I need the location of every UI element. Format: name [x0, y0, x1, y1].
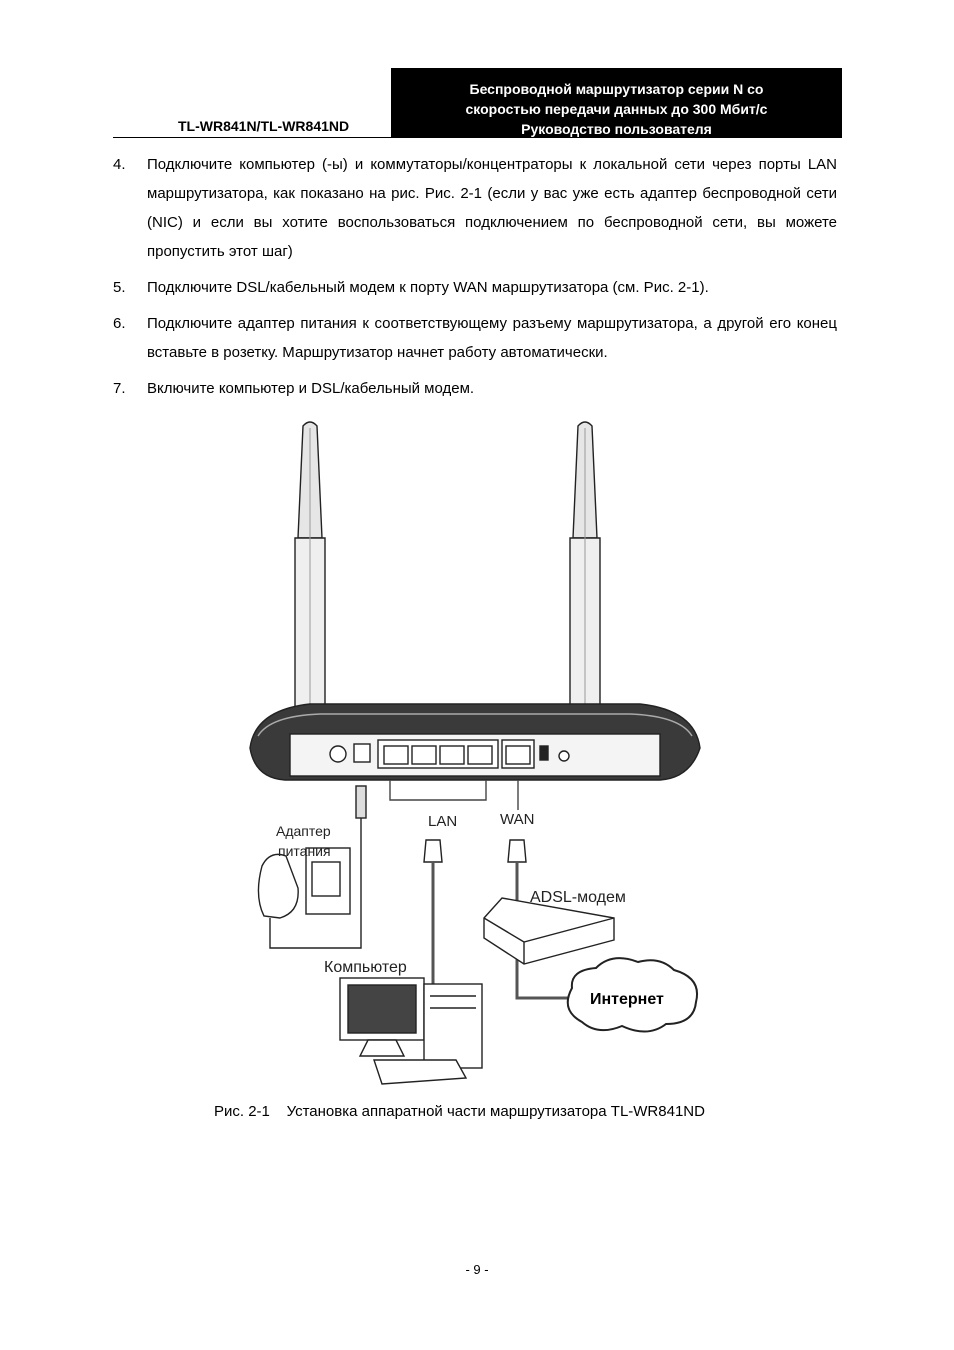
antenna-left	[295, 422, 325, 718]
computer-label: Компьютер	[324, 959, 407, 976]
wan-label: WAN	[500, 811, 535, 828]
modem-label: ADSL-модем	[530, 889, 626, 906]
lan-label: LAN	[428, 813, 458, 830]
internet-label: Интернет	[590, 991, 664, 1008]
header-model: TL-WR841N/TL-WR841ND	[178, 118, 350, 134]
antenna-right	[570, 422, 600, 718]
page-number: - 9 -	[465, 1262, 489, 1277]
step-number: 7.	[113, 380, 126, 397]
step-item	[113, 150, 837, 266]
steps-list	[113, 150, 837, 410]
computer-set	[340, 978, 482, 1084]
step-text: Подключите DSL/кабельный модем к порту WAN маршрутизатора (см. Рис. 2-1).	[147, 279, 709, 296]
step-number: 5.	[113, 279, 126, 296]
figure-caption: Рис. 2-1 Установка аппаратной части маршрутизатора TL-WR841ND	[214, 1103, 705, 1120]
hardware-diagram	[240, 418, 710, 1090]
step-item	[113, 374, 837, 403]
step-text: Включите компьютер и DSL/кабельный модем.	[147, 380, 475, 397]
adapter-label-line-1: Адаптер	[276, 823, 331, 839]
step-text: Подключите адаптер питания к соответствующему разъему маршрутизатора, а другой его конец вставьте в розетку. Маршрутизатор начнет работу автоматически.	[147, 315, 837, 361]
header-title-line-3: Руководство пользователя	[521, 121, 712, 137]
header-title-box	[391, 68, 842, 138]
step-text: Подключите компьютер (-ы) и коммутаторы/концентраторы к локальной сети через порты LAN маршрутизатора, как показано на рис. Рис. 2-1 (если у вас уже есть адаптер беспроводной сети (NIC) и если вы хотите воспользоваться подключением по беспроводной сети, вы можете пропустить этот шаг)	[147, 156, 837, 260]
header-title-line-2: скоростью передачи данных до 300 Мбит/с	[465, 101, 768, 117]
step-number: 6.	[113, 315, 126, 332]
adapter-label-line-2: питания	[278, 843, 331, 859]
step-item	[113, 273, 837, 302]
lan-cable	[424, 840, 442, 990]
adsl-modem	[484, 898, 614, 964]
router-body	[250, 704, 700, 780]
header-title-line-1: Беспроводной маршрутизатор серии N со	[469, 81, 764, 97]
header-rule	[113, 137, 392, 138]
step-item	[113, 309, 837, 367]
step-number: 4.	[113, 156, 126, 173]
